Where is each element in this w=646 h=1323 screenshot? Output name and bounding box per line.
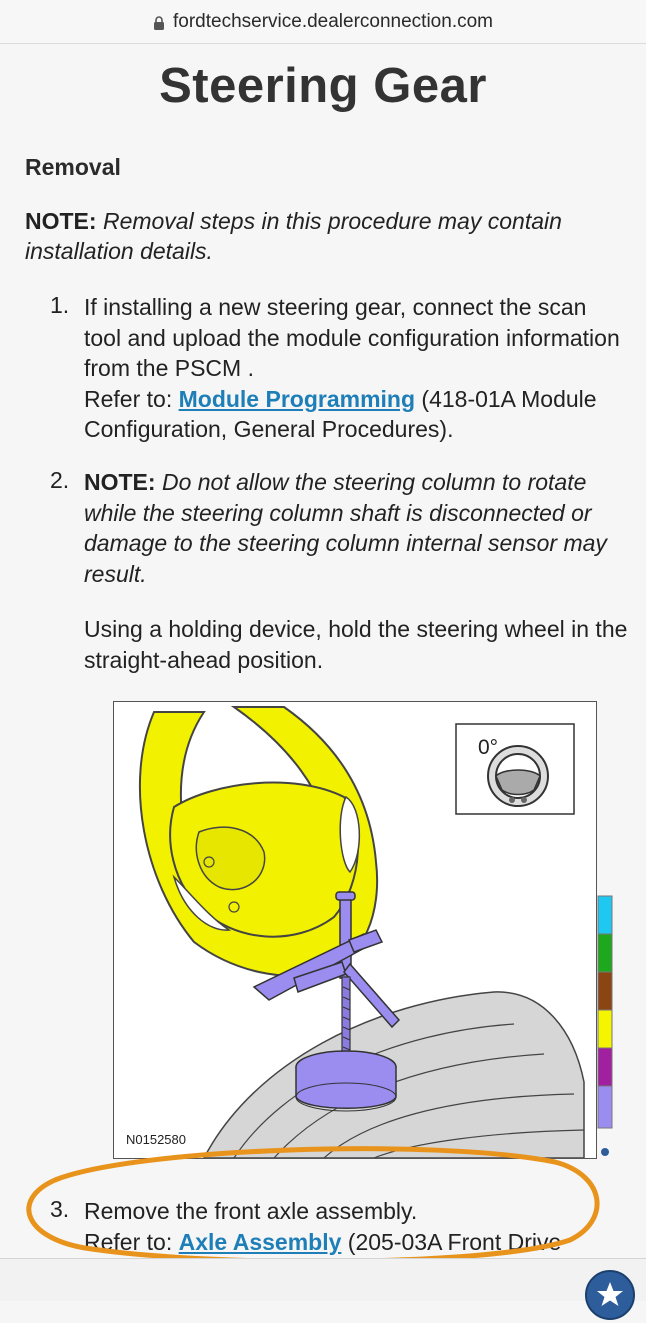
step-note-label: NOTE: — [84, 469, 156, 495]
refer-suffix: (418-01A Module Configuration, General Procedures). — [84, 385, 597, 442]
url-bar[interactable] — [0, 0, 646, 44]
axle-assembly-link[interactable]: Axle Assembly — [178, 1228, 342, 1255]
module-programming-link[interactable]: Module Programming — [178, 385, 416, 412]
step-2-note — [84, 467, 629, 589]
figure-illustration — [114, 702, 596, 1158]
step-2-text: Using a holding device, hold the steering wheel in the straight-ahead position. — [84, 616, 628, 673]
refer-prefix: Refer to: — [84, 1228, 173, 1255]
step-number: 3. — [50, 1196, 70, 1222]
figure-id: N0152580 — [126, 1132, 186, 1147]
refer-prefix: Refer to: — [84, 385, 173, 412]
note-label: NOTE: — [25, 208, 97, 234]
color-calibration-bar — [596, 868, 616, 1158]
step-number: 1. — [50, 292, 70, 318]
star-icon — [587, 1272, 633, 1318]
step-text: If installing a new steering gear, connect the scan tool and upload the module configuration information from the PSCM . — [84, 294, 620, 381]
note-text: Removal steps in this procedure may contain installation details. — [25, 208, 562, 264]
step-note-text: Do not allow the steering column to rotate while the steering column shaft is disconnected or damage to the steering column internal sensor may result. — [84, 469, 607, 587]
favorite-button[interactable] — [585, 1270, 635, 1320]
page-title: Steering Gear — [159, 59, 487, 113]
step-number: 2. — [50, 467, 70, 493]
inset-angle-label: 0° — [478, 736, 499, 759]
browser-bottom-bar — [0, 1258, 646, 1301]
steering-wheel-figure — [113, 701, 597, 1159]
highlight-circle — [15, 1140, 603, 1268]
lock-icon — [153, 15, 165, 31]
step-1 — [84, 292, 629, 445]
removal-note — [25, 206, 625, 266]
url-text: fordtechservice.dealerconnection.com — [172, 10, 493, 32]
section-heading: Removal — [25, 154, 121, 180]
step-text: Remove the front axle assembly. — [84, 1198, 418, 1224]
refer-suffix: (205-03A Front Drive — [347, 1228, 562, 1255]
